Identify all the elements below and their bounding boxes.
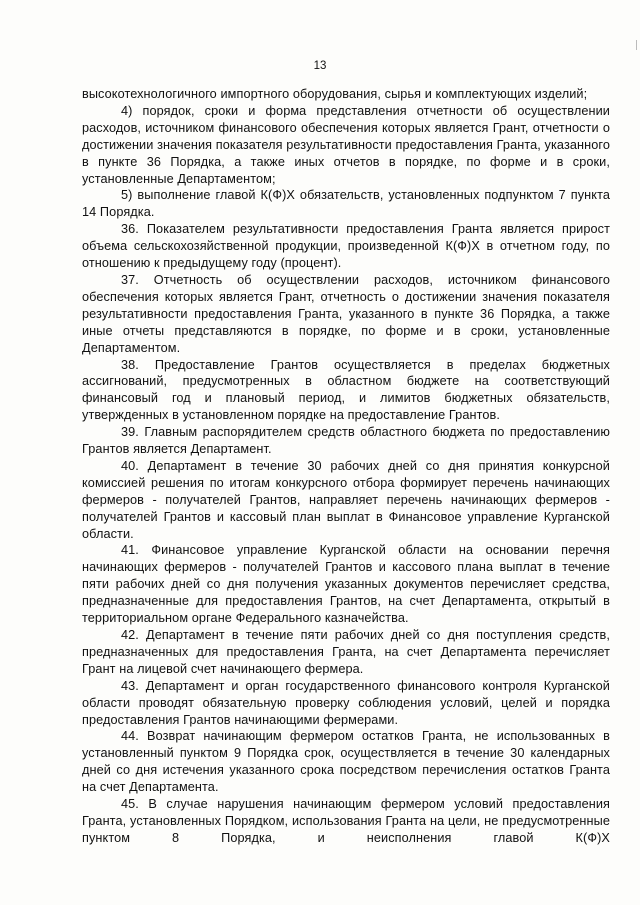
paragraph: 39. Главным распорядителем средств областного бюджета по предоставлению Грантов является Департамент. [82,425,610,457]
paragraph: 38. Предоставление Грантов осуществляется в пределах бюджетных ассигнований, предусмотренных в областном бюджете на соответствующий финансовый год и плановый период, и лимитов бюджетных обязательств, утвержденных в установленном порядке на предоставление Грантов. [82,357,610,423]
paragraph: 44. Возврат начинающим фермером остатков Гранта, не использованных в установленный пунктом 9 Порядка срок, осуществляется в течение 30 календарных дней со дня истечения указанного срока посредством перечисления остатков Гранта на счет Департамента. [82,729,610,795]
paragraph: 45. В случае нарушения начинающим фермером условий предоставления Гранта, установленных Порядком, использования Гранта на цели, не предусмотренные пунктом 8 Порядка, и неисполнения главой К(Ф)Х [82,797,610,845]
scan-edge-mark [636,40,637,50]
paragraph: 43. Департамент и орган государственного финансового контроля Курганской области проводят обязательную проверку соблюдения условий, целей и порядка предоставления Грантов начинающими фермерами. [82,678,610,727]
paragraph: 4) порядок, сроки и форма представления отчетности об осуществлении расходов, источником финансового обеспечения которых является Грант, отчетности о достижении значения показателя результативности предоставления Гранта, указанного в пункте 36 Порядка, а также иных отчетов в порядке, по форме и в сроки, установленные Департаментом; [82,103,610,186]
paragraph: 41. Финансовое управление Курганской области на основании перечня начинающих фермеров - получателей Грантов и кассового плана выплат в течение пяти рабочих дней со дня получения указанных документов перечисляет средства, предназначенные для предоставления Грантов, на счет Департамента, открытый в территориальном органе Федерального казначейства. [82,543,610,626]
document-body [82,86,610,847]
paragraph: высокотехнологичного импортного оборудования, сырья и комплектующих изделий; [82,87,588,101]
paragraph: 40. Департамент в течение 30 рабочих дней со дня принятия конкурсной комиссией решения по итогам конкурсного отбора формирует перечень начинающих фермеров - получателей Грантов, направляет перечень начинающих фермеров - получателей Грантов и кассовый план выплат в Финансовое управление Курганской области. [82,458,610,541]
page-number: 13 [313,60,327,72]
paragraph: 5) выполнение главой К(Ф)Х обязательств, установленных подпунктом 7 пункта 14 Порядка. [82,188,610,220]
paragraph: 37. Отчетность об осуществлении расходов, источником финансового обеспечения которых является Грант, отчетность о достижении значения показателя результативности предоставления Гранта, указанного в пункте 36 Порядка, а также иные отчеты представляются в порядке, по форме и в сроки, установленные Департаментом. [82,272,610,355]
paragraph: 42. Департамент в течение пяти рабочих дней со дня поступления средств, предназначенных для предоставления Гранта, на счет Департамента перечисляет Грант на лицевой счет начинающего фермера. [82,628,610,676]
paragraph: 36. Показателем результативности предоставления Гранта является прирост объема сельскохозяйственной продукции, произведенной К(Ф)Х в отчетном году, по отношению к предыдущему году (процент). [82,222,610,271]
